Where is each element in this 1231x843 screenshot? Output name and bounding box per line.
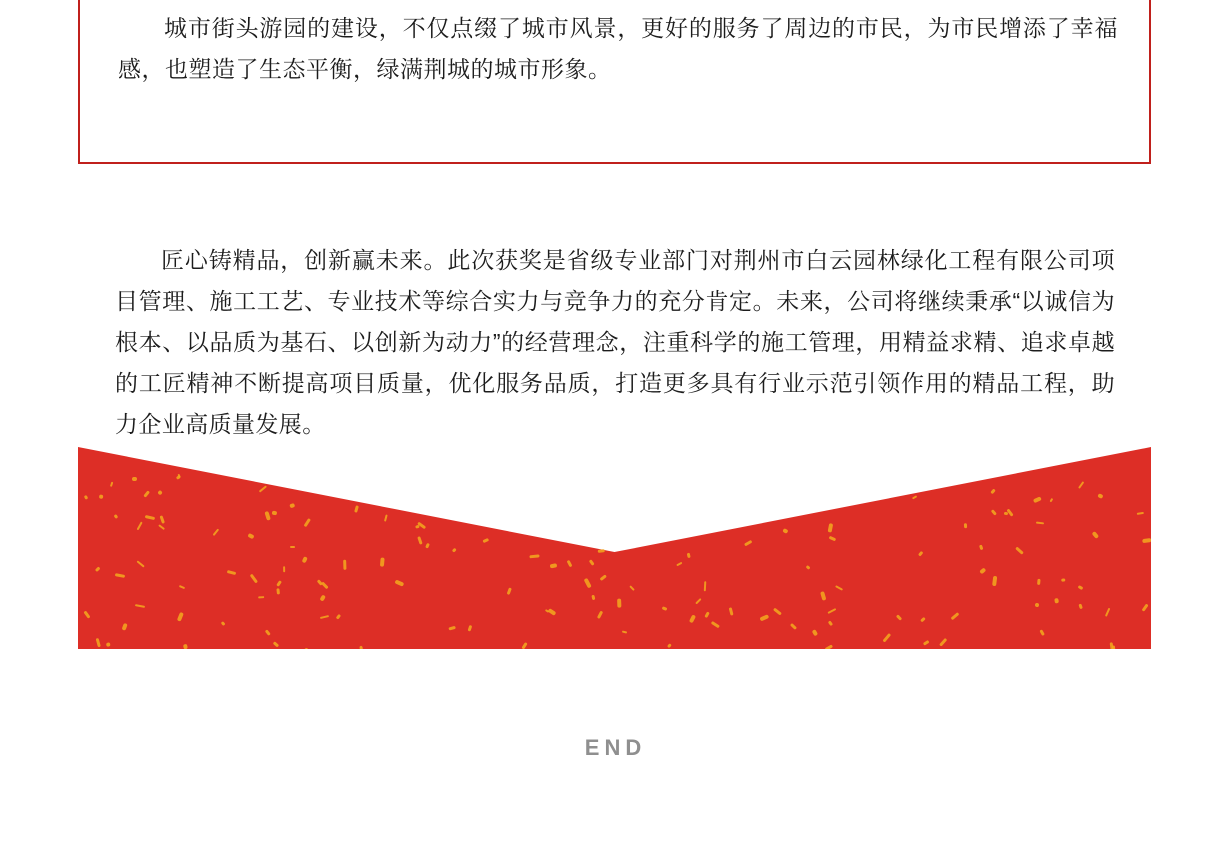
confetti-speck	[343, 560, 346, 570]
confetti-speck	[283, 566, 285, 572]
confetti-speck	[617, 599, 621, 608]
quote-paragraph: 城市街头游园的建设，不仅点缀了城市风景，更好的服务了周边的市民，为市民增添了幸福感，也塑造了生态平衡，绿满荆城的城市形象。	[118, 15, 1118, 82]
confetti-speck	[380, 557, 385, 566]
confetti-speck	[1037, 579, 1041, 585]
confetti-speck	[132, 477, 137, 481]
confetti-speck	[290, 545, 295, 547]
confetti-speck	[704, 581, 707, 591]
confetti-speck	[1110, 642, 1114, 649]
highlight-quote-box	[78, 0, 1151, 164]
red-envelope-decoration	[78, 447, 1151, 649]
body-paragraph: 匠心铸精品，创新赢未来。此次获奖是省级专业部门对荆州市白云园林绿化工程有限公司项目管理、施工工艺、专业技术等综合实力与竞争力的充分肯定。未来，公司将继续秉承“以诚信为根本、以品质为基石、以创新为动力”的经营理念，注重科学的施工管理，用精益求精、追求卓越的工匠精神不断提高项目质量，优化服务品质，打造更多具有行业示范引领作用的精品工程，助力企业高质量发展。	[115, 247, 1115, 437]
confetti-speck	[963, 523, 967, 528]
red-flap-shape	[78, 447, 1151, 649]
end-label: END	[584, 735, 647, 760]
